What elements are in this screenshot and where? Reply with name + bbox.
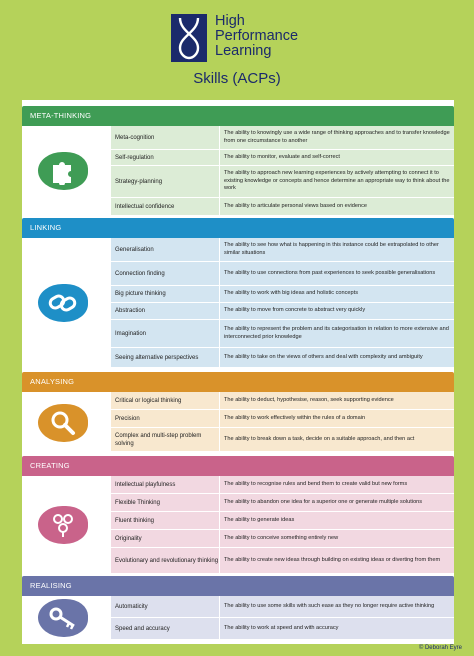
- skill-description: The ability to work effectively within the rules of a domain: [219, 410, 454, 427]
- table-row: [111, 303, 454, 320]
- brand-line-1: High: [215, 13, 245, 29]
- section-title: ANALYSING: [22, 372, 454, 392]
- skill-name: Fluent thinking: [115, 517, 155, 524]
- icon-cell: [22, 476, 111, 574]
- section-body: [22, 392, 454, 452]
- skill-rows: [111, 238, 454, 368]
- skill-rows: [111, 476, 454, 574]
- table-row: [111, 530, 454, 548]
- table-row: [111, 596, 454, 618]
- skill-description: The ability to see how what is happening in this instance could be extrapolated to other similar situations: [219, 238, 454, 261]
- skill-description: The ability to take on the views of others and deal with complexity and ambiguity: [219, 348, 454, 367]
- skill-description: The ability to monitor, evaluate and self-correct: [219, 150, 454, 165]
- table-row: [111, 166, 454, 198]
- skill-name: Self-regulation: [115, 154, 154, 161]
- table-row: [111, 126, 454, 150]
- brand-name: [215, 14, 298, 59]
- section-creating: [22, 456, 454, 574]
- skill-description: The ability to use some skills with such ease as they no longer require active thinking: [219, 596, 454, 617]
- skill-name: Precision: [115, 415, 140, 422]
- brand-line-3: Learning: [215, 43, 272, 59]
- skill-name: Intellectual confidence: [115, 203, 175, 210]
- section-linking: [22, 218, 454, 368]
- skill-description: The ability to conceive something entirely new: [219, 530, 454, 547]
- skill-description: The ability to break down a task, decide on a suitable approach, and then act: [219, 428, 454, 451]
- skill-rows: [111, 392, 454, 452]
- table-row: [111, 494, 454, 512]
- skill-rows: [111, 126, 454, 216]
- icon-cell: [22, 126, 111, 216]
- skill-name: Strategy-planning: [115, 178, 163, 185]
- section-body: [22, 476, 454, 574]
- skill-description: The ability to abandon one idea for a superior one or generate multiple solutions: [219, 494, 454, 511]
- icon-cell: [22, 238, 111, 368]
- skill-description: The ability to represent the problem and its categorisation in relation to more extensive and interconnected prior knowledge: [219, 320, 454, 347]
- skills-panel: [22, 100, 454, 644]
- table-row: [111, 392, 454, 410]
- skill-name: Complex and multi-step problem solving: [115, 432, 202, 447]
- table-row: [111, 512, 454, 530]
- table-row: [111, 618, 454, 640]
- key-icon: [38, 599, 88, 637]
- skill-description: The ability to deduct, hypothesise, reason, seek supporting evidence: [219, 392, 454, 409]
- table-row: [111, 476, 454, 494]
- section-body: [22, 596, 454, 640]
- section-body: [22, 126, 454, 216]
- section-meta-thinking: [22, 106, 454, 216]
- section-title: REALISING: [22, 576, 454, 596]
- skill-description: The ability to articulate personal views based on evidence: [219, 198, 454, 215]
- page-title: Skills (ACPs): [193, 70, 281, 87]
- skill-description: The ability to move from concrete to abstract very quickly: [219, 303, 454, 319]
- skill-description: The ability to generate ideas: [219, 512, 454, 529]
- section-realising: [22, 576, 454, 640]
- section-title: LINKING: [22, 218, 454, 238]
- skill-name: Evolutionary and revolutionary thinking: [115, 557, 219, 564]
- section-title: CREATING: [22, 456, 454, 476]
- table-row: [111, 262, 454, 286]
- skill-name: Big picture thinking: [115, 291, 166, 297]
- table-row: [111, 548, 454, 574]
- section-title: META-THINKING: [22, 106, 454, 126]
- skill-description: The ability to work with big ideas and holistic concepts: [219, 286, 454, 302]
- skill-description: The ability to use connections from past experiences to seek possible generalisations: [219, 262, 454, 285]
- chain-link-icon: [38, 284, 88, 322]
- skill-name: Imagination: [115, 330, 147, 337]
- skill-description: The ability to create new ideas through building on existing ideas or diverting from them: [219, 548, 454, 573]
- header: [0, 0, 474, 100]
- table-row: [111, 410, 454, 428]
- section-body: [22, 238, 454, 368]
- skill-name: Speed and accuracy: [115, 625, 170, 632]
- table-row: [111, 286, 454, 303]
- table-row: [111, 320, 454, 348]
- hpl-logo-icon: [171, 14, 207, 62]
- table-row: [111, 348, 454, 368]
- skill-name: Connection finding: [115, 270, 165, 277]
- puzzle-icon: [38, 152, 88, 190]
- skill-name: Critical or logical thinking: [115, 397, 182, 404]
- table-row: [111, 198, 454, 216]
- skill-name: Generalisation: [115, 246, 154, 253]
- icon-cell: [22, 596, 111, 640]
- skill-description: The ability to work at speed and with accuracy: [219, 618, 454, 639]
- skill-name: Originality: [115, 535, 142, 542]
- skill-name: Intellectual playfulness: [115, 481, 176, 488]
- table-row: [111, 238, 454, 262]
- skill-rows: [111, 596, 454, 640]
- skill-name: Abstraction: [115, 308, 146, 314]
- skill-name: Automaticity: [115, 603, 148, 610]
- icon-cell: [22, 392, 111, 452]
- brand-line-2: Performance: [215, 28, 299, 44]
- magnifier-icon: [38, 404, 88, 442]
- skill-description: The ability to approach new learning experiences by actively attempting to connect it to existing knowledge or concepts and hence determine an appropriate way to think about the work: [219, 166, 454, 197]
- copyright-notice: © Deborah Eyre: [418, 645, 462, 651]
- skill-description: The ability to recognise rules and bend them to create valid but new forms: [219, 476, 454, 493]
- skill-name: Meta-cognition: [115, 134, 155, 141]
- skill-name: Flexible Thinking: [115, 499, 160, 506]
- table-row: [111, 150, 454, 166]
- skill-name: Seeing alternative perspectives: [115, 354, 199, 361]
- table-row: [111, 428, 454, 452]
- section-analysing: [22, 372, 454, 452]
- lightbulb-icon: [38, 506, 88, 544]
- skill-description: The ability to knowingly use a wide range of thinking approaches and to transfer knowledge from one circumstance to another: [219, 126, 454, 149]
